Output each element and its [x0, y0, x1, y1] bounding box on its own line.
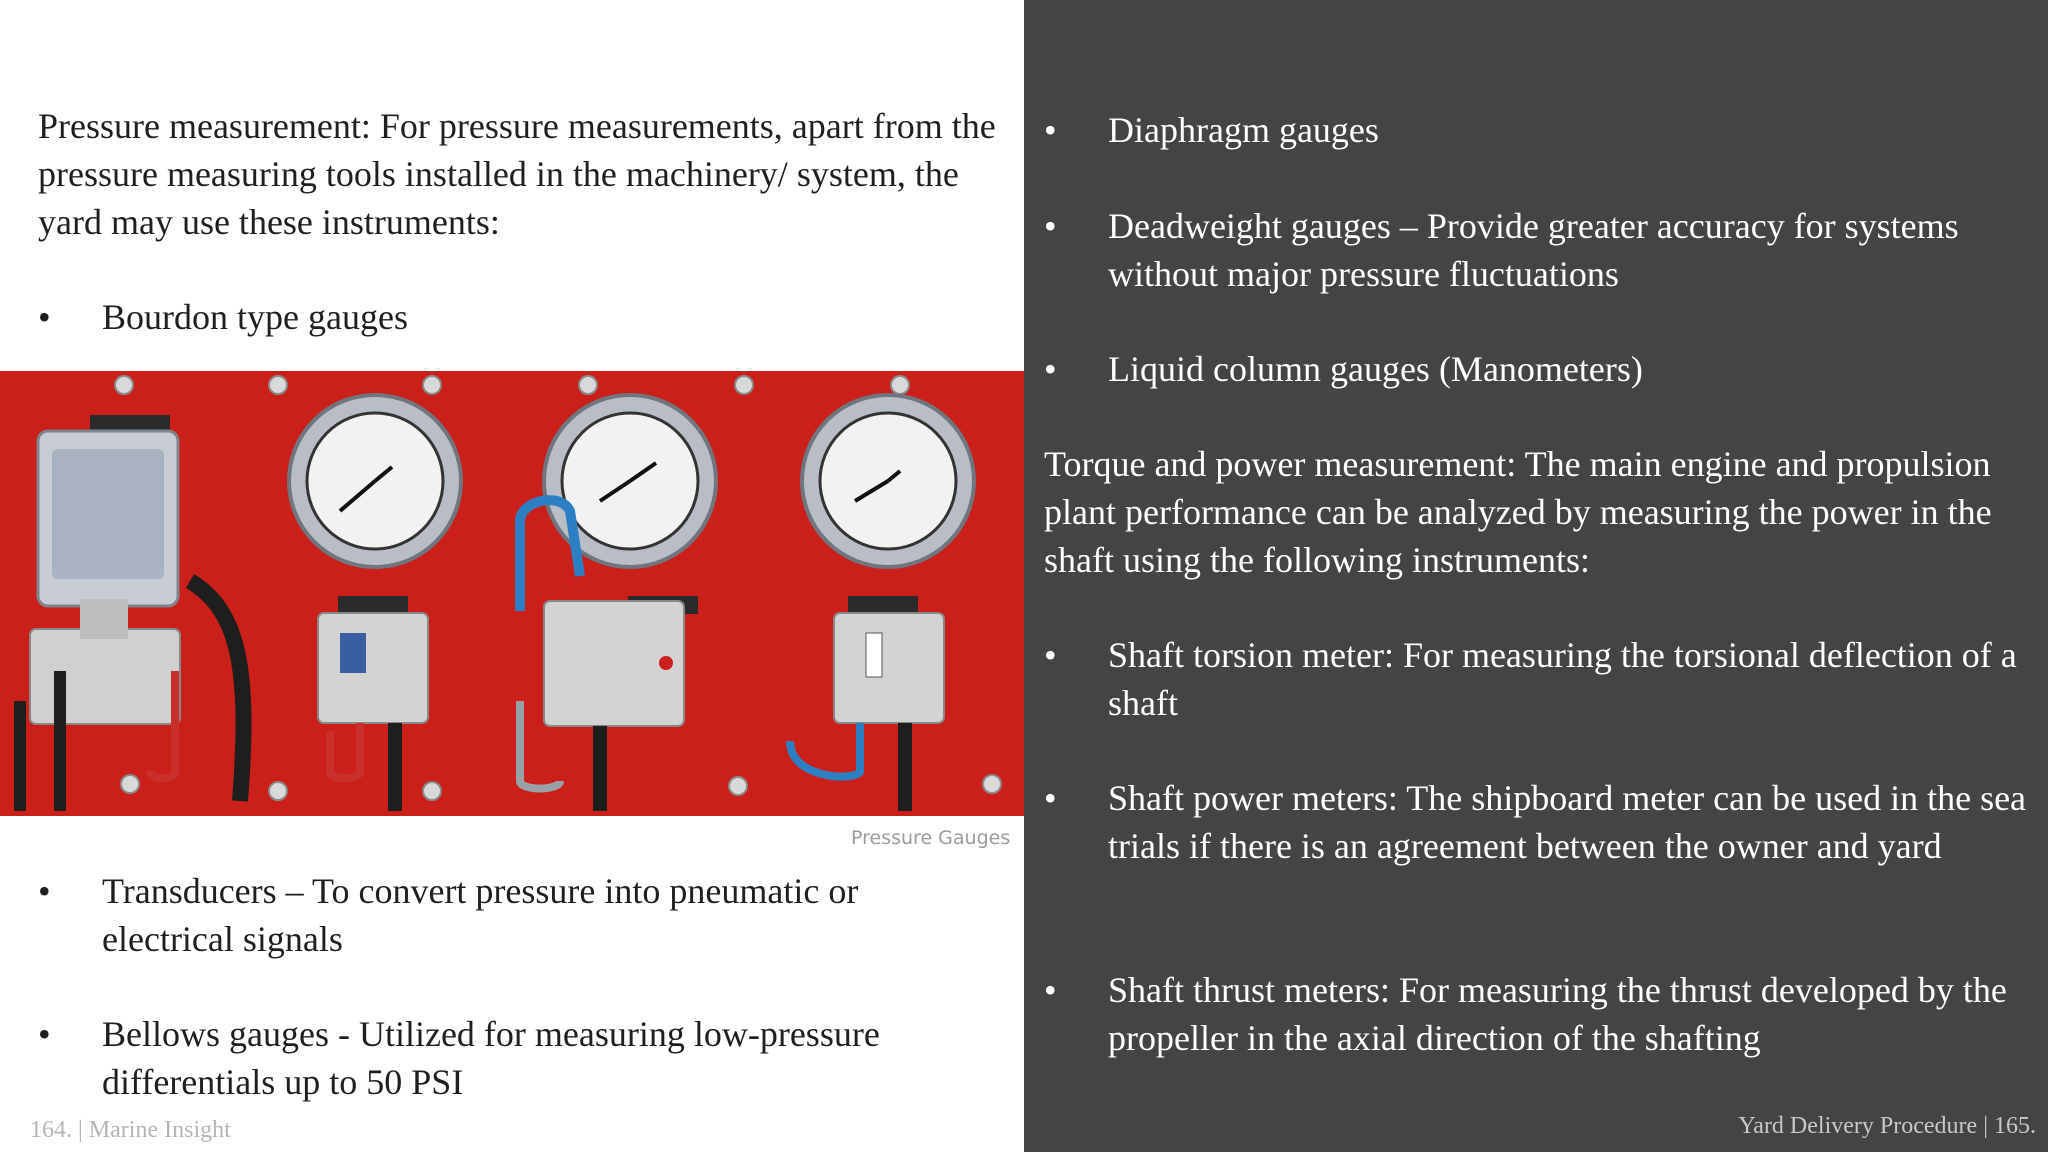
bullet-marker: • — [1044, 635, 1057, 675]
bullet-bellows-gauges — [38, 1010, 998, 1106]
bullet-text: Transducers – To convert pressure into pneumatic or electrical signals — [102, 871, 859, 959]
photo-caption: Pressure Gauges — [851, 827, 1011, 849]
bullet-deadweight-gauges — [1044, 202, 2034, 298]
right-page — [1024, 0, 2048, 1152]
left-page-footer: 164. | Marine Insight — [30, 1117, 231, 1143]
bullet-text: Deadweight gauges – Provide greater accuracy for systems without major pressure fluctuations — [1108, 206, 1959, 294]
bullet-marker: • — [1044, 206, 1057, 246]
bullet-marker: • — [1044, 110, 1057, 150]
torque-power-paragraph: Torque and power measurement: The main engine and propulsion plant performance can be analyzed by measuring the power in the shaft using the following instruments: — [1044, 444, 1992, 580]
bullet-marker: • — [38, 871, 51, 911]
pressure-measurement-intro: Pressure measurement: For pressure measurements, apart from the pressure measuring tools installed in the machinery/ system, the yard may use these instruments: — [38, 106, 996, 242]
bullet-text: Bellows gauges - Utilized for measuring low-pressure differentials up to 50 PSI — [102, 1014, 880, 1102]
bullet-marker: • — [1044, 778, 1057, 818]
bullet-marker: • — [38, 297, 51, 337]
bullet-marker: • — [1044, 970, 1057, 1010]
bullet-marker: • — [1044, 349, 1057, 389]
bullet-text: Shaft thrust meters: For measuring the thrust developed by the propeller in the axial direction of the shafting — [1108, 970, 2007, 1058]
bullet-text: Diaphragm gauges — [1108, 110, 1379, 150]
bullet-text: Bourdon type gauges — [102, 297, 408, 337]
bullet-transducers — [38, 867, 998, 963]
right-page-footer: Yard Delivery Procedure | 165. — [1738, 1113, 2036, 1139]
pressure-gauges-photo — [0, 371, 1028, 816]
bullet-text: Shaft power meters: The shipboard meter can be used in the sea trials if there is an agreement between the owner and yard — [1108, 778, 2027, 866]
bullet-marker: • — [38, 1014, 51, 1054]
bullet-text: Shaft torsion meter: For measuring the torsional deflection of a shaft — [1108, 635, 2017, 723]
bullet-shaft-torsion-meter — [1044, 631, 2034, 727]
bullet-shaft-power-meters — [1044, 774, 2034, 918]
bullet-text: Liquid column gauges (Manometers) — [1108, 349, 1643, 389]
bullet-shaft-thrust-meters — [1044, 966, 2034, 1062]
